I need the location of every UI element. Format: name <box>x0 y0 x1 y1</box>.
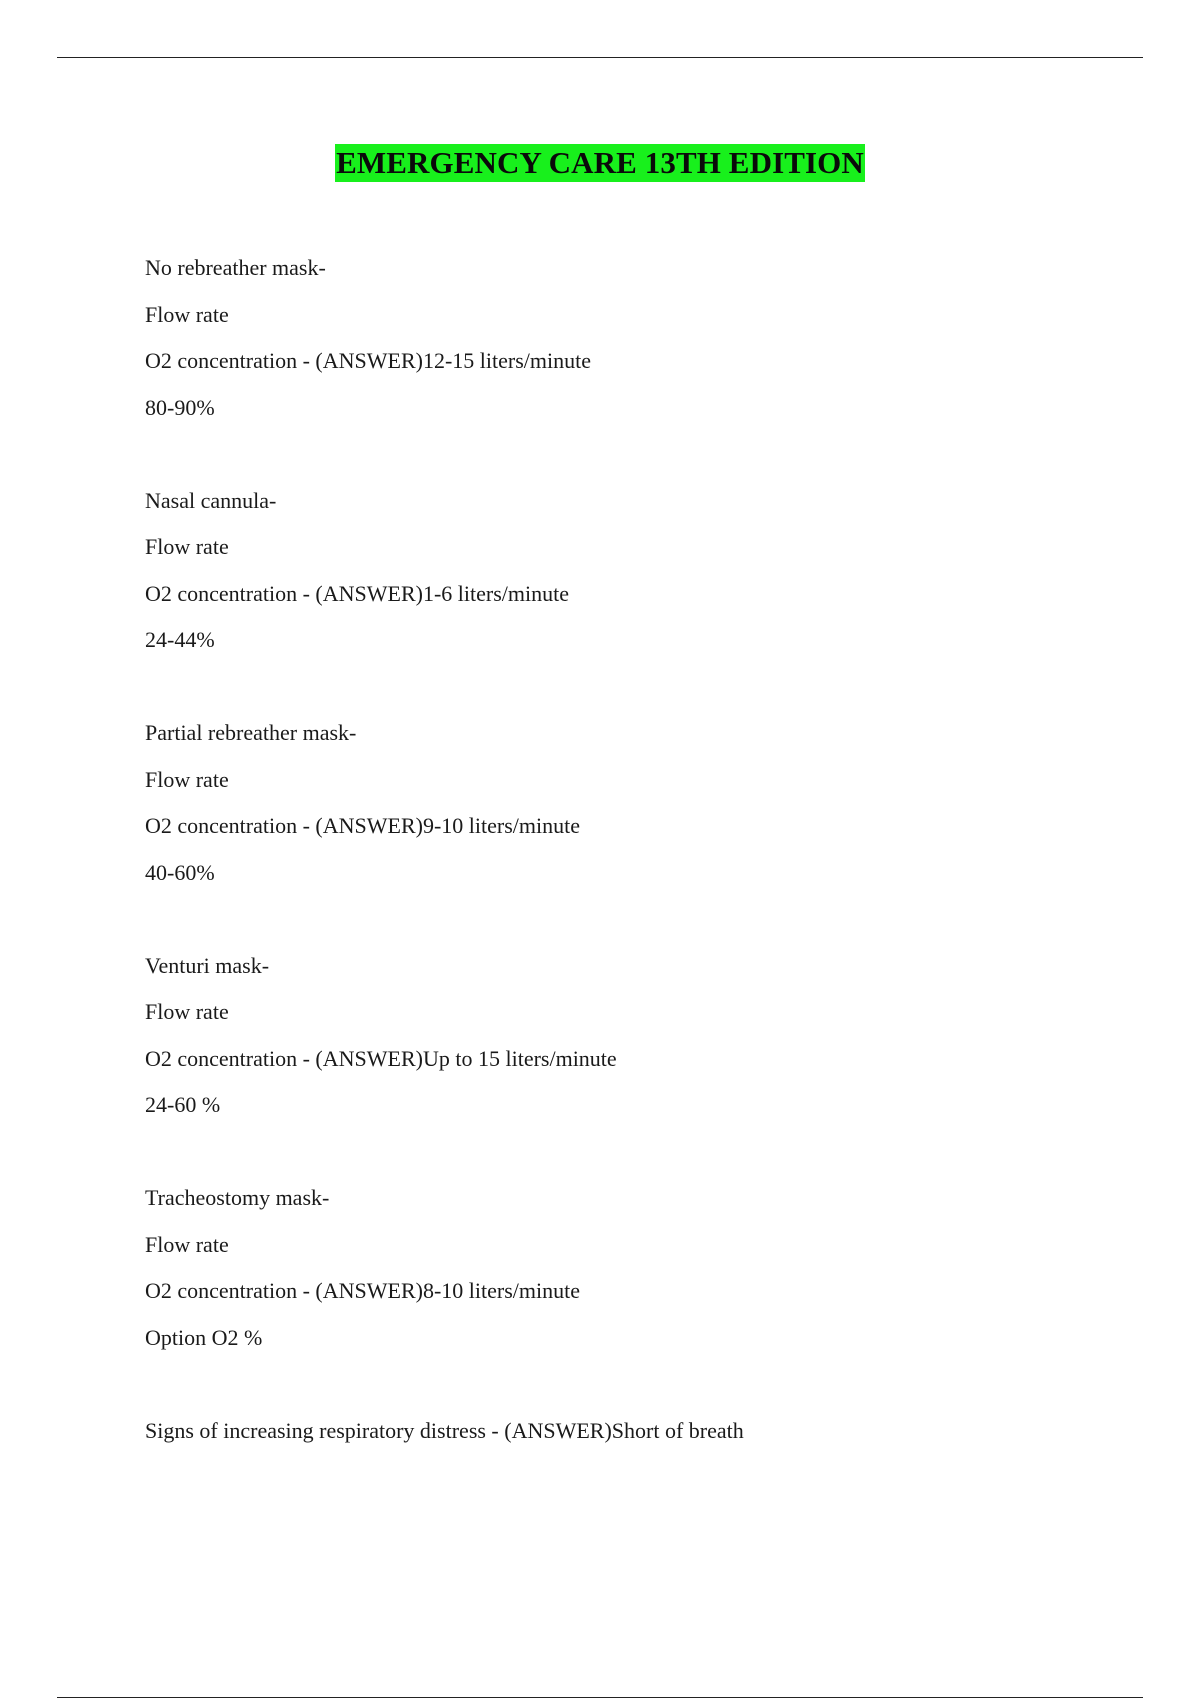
answer-line: O2 concentration - (ANSWER)12-15 liters/minute <box>145 348 592 373</box>
question-line: Partial rebreather mask- <box>145 720 357 745</box>
question-line: No rebreather mask- <box>145 255 326 280</box>
qa-block-tracheostomy-mask <box>145 1175 1145 1361</box>
question-line: Flow rate <box>145 1231 229 1257</box>
qa-block-no-rebreather-mask <box>145 245 1145 431</box>
qa-block-nasal-cannula <box>145 478 1145 664</box>
answer-line: O2 concentration - (ANSWER)8-10 liters/minute <box>145 1278 581 1303</box>
question-line: Nasal cannula- <box>145 487 277 513</box>
block-spacer <box>145 664 1145 711</box>
qa-block-respiratory-distress <box>145 1408 1145 1455</box>
answer-line: 24-60 % <box>145 1092 221 1117</box>
question-line: Flow rate <box>145 766 229 792</box>
block-spacer <box>145 1129 1145 1176</box>
answer-line: O2 concentration - (ANSWER)9-10 liters/minute <box>145 813 581 838</box>
answer-line: O2 concentration - (ANSWER)Up to 15 liters/minute <box>145 1045 617 1071</box>
bottom-rule <box>57 1697 1143 1698</box>
top-rule <box>57 57 1143 58</box>
question-line: Flow rate <box>145 999 229 1024</box>
block-spacer <box>145 431 1145 478</box>
answer-line: 24-44% <box>145 627 215 652</box>
title-container <box>0 144 1200 182</box>
document-body <box>145 245 1145 1454</box>
question-line: Flow rate <box>145 301 229 327</box>
answer-line: 40-60% <box>145 859 215 885</box>
question-answer-line: Signs of increasing respiratory distress - (ANSWER)Short of breath <box>145 1417 744 1443</box>
answer-line: 80-90% <box>145 394 215 420</box>
block-spacer <box>145 1361 1145 1408</box>
qa-block-partial-rebreather-mask <box>145 710 1145 896</box>
block-spacer <box>145 896 1145 943</box>
document-title: EMERGENCY CARE 13TH EDITION <box>336 145 864 180</box>
question-line: Venturi mask- <box>145 952 270 978</box>
question-line: Flow rate <box>145 534 229 559</box>
question-line: Tracheostomy mask- <box>145 1185 330 1210</box>
answer-line: O2 concentration - (ANSWER)1-6 liters/minute <box>145 580 570 606</box>
answer-line: Option O2 % <box>145 1324 263 1350</box>
qa-block-venturi-mask <box>145 943 1145 1129</box>
